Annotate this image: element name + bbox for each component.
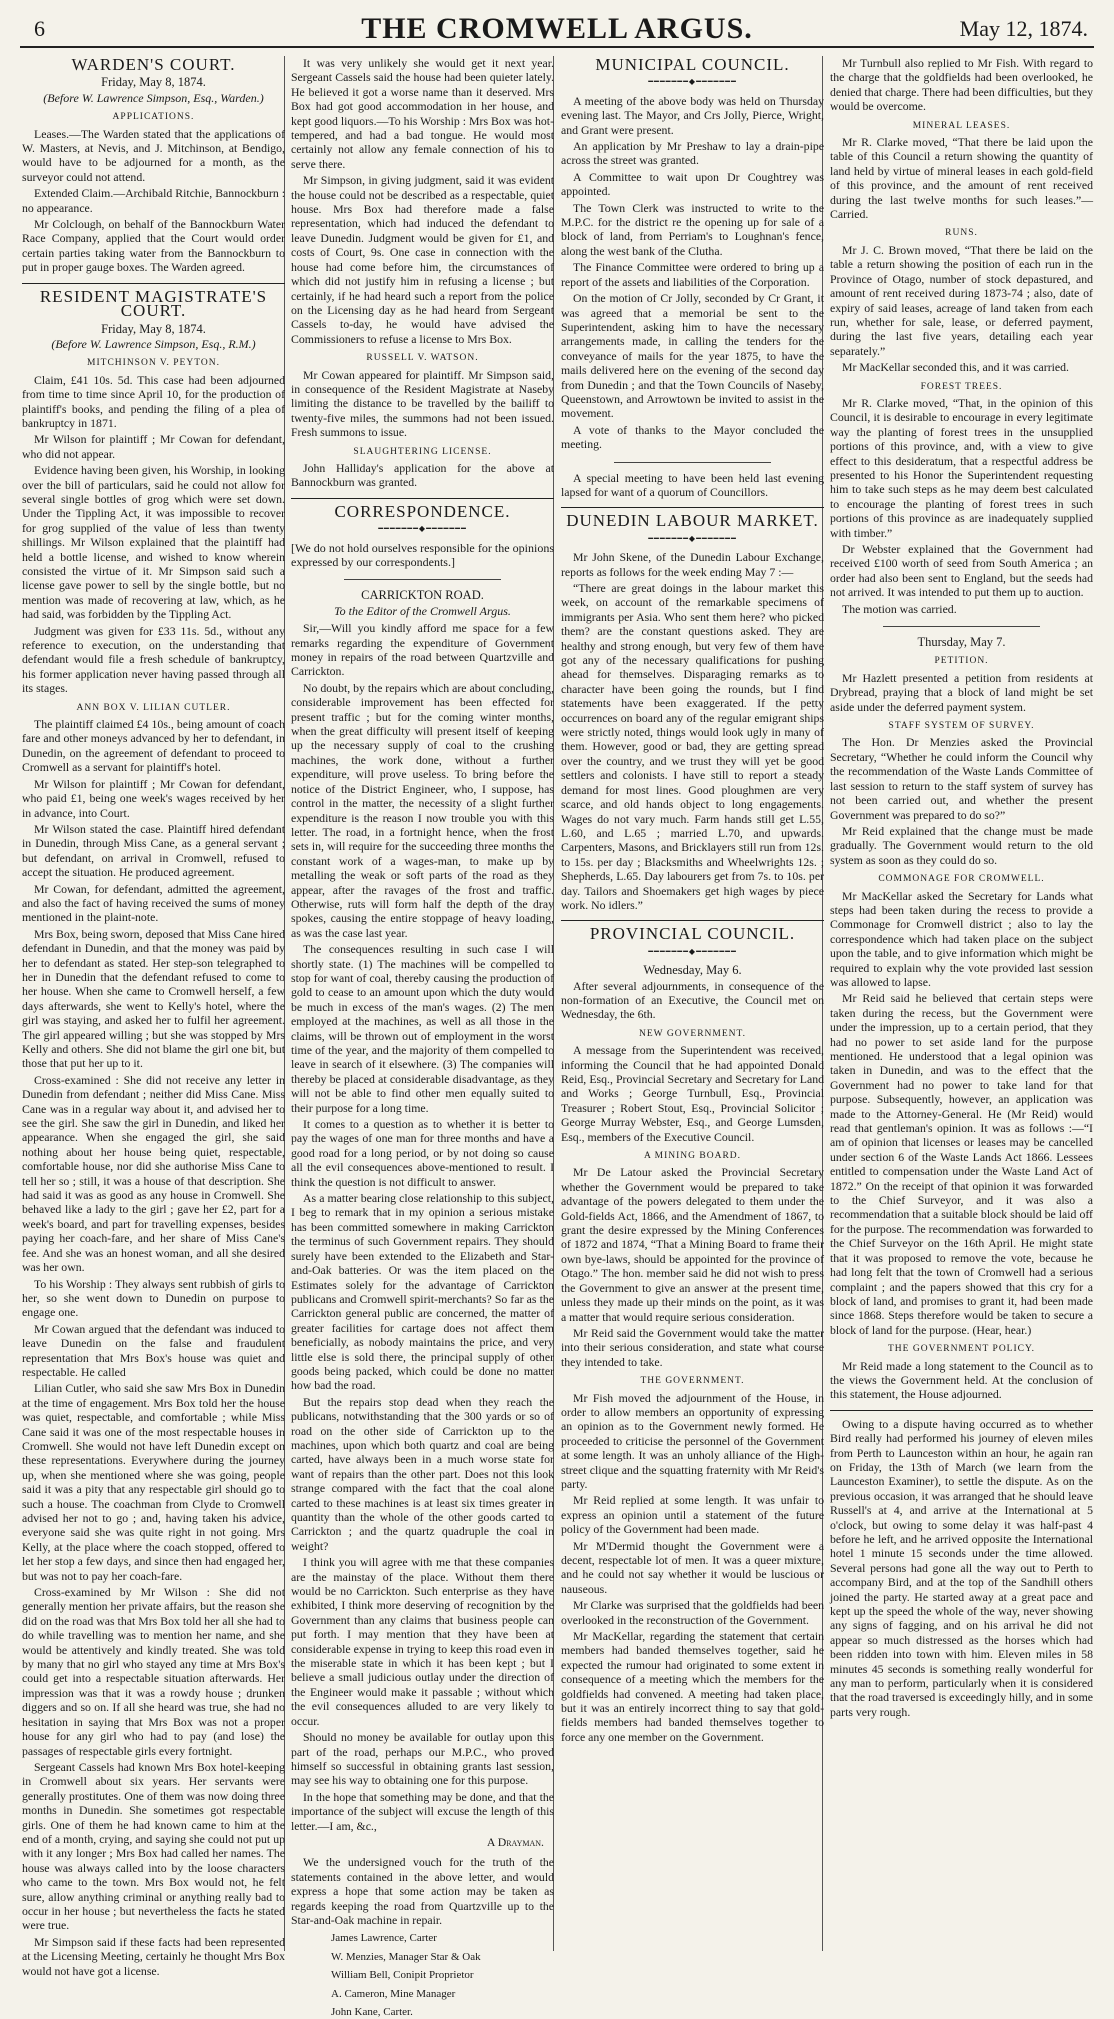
newspaper-title: THE CROMWELL ARGUS. bbox=[361, 12, 753, 45]
paragraph: Mr Colclough, on behalf of the Bannockburn Water Race Company, applied that the Court would order certain parties taking water from the Bannockburn to put in proper gauge boxes. The Warden agreed. bbox=[22, 217, 285, 275]
paragraph: “There are great doings in the labour market this week, on account of the remarkable specimens of immigrants per Asia. Who sent them here? who picked them? are the constant questions asked. They are healthy and strong enough, but very few of them have got any of the necessary qualifications for pushing ahead for themselves. Disparaging remarks as to character have been going the rounds, but I find statements have been exaggerated. If the petty occurrences on board any of the regular emigrant ships were strictly noted, things would look ugly in many of them. However, good or bad, they are getting spread over the country, and we trust they will yet be good settlers and colonists. I have still to report a steady demand for most lines. Good ploughmen are very scarce, and old hands object to long engagements. Wages do not vary much. Farm hands still get L.55, L.60, and L.65 ; married L.70, and upwards. Carpenters, Masons, and Bricklayers still run from 12s. to 15s. per day ; Blacksmiths and Wheelwrights 12s. ; Shepherds, L.65. Day labourers get from 7s. to 10s. per day. Tailors and Shoemakers get high wages by piece work. No idlers.” bbox=[561, 581, 824, 912]
paragraph: Cross-examined by Mr Wilson : She did not generally mention her private affairs, but the reason she did on the road was that Mrs Box told her all she had to do while travelling was to mention her name, and she would be attentively and kindly treated. She was told by many that no girl who stayed any time at Mrs Box's could get into a respectable situation afterwards. Her impression was that it was a rowdy house ; drunken diggers and so on. If all she heard was true, she had no hesitation in saying that Mrs Box was not a proper house for any girl who had to pay (and lose) the passages of respectable girls every fortnight. bbox=[22, 1585, 285, 1758]
paragraph: Mr R. Clarke moved, “That, in the opinion of this Council, it is desirable to encourage in every legitimate way the planting of forest trees in the unsupplied portions of this province, and, with a view to give effect to this desideratum, that a respectful address be presented to his Honor the Superintendent requesting him to take such steps as he may deem best calculated to encourage the planting of forest trees in such portions of this province as are inadequately supplied with timber.” bbox=[830, 395, 1093, 540]
paragraph: Mr Reid said the Government would take the matter into their serious consideration, and state what course they intended to take. bbox=[561, 1325, 824, 1369]
paragraph: Judgment was given for £33 11s. 5d., without any reference to execution, on the understanding that defendant would file a fresh schedule of bankruptcy, his former application never having passed through all its stages. bbox=[22, 623, 285, 696]
paragraph: Mr Wilson for plaintiff ; Mr Cowan for defendant, who paid £1, being one week's wages received by her in advance, into Court. bbox=[22, 776, 285, 820]
subheading: STAFF SYSTEM OF SURVEY. bbox=[888, 721, 1035, 732]
signatory: James Lawrence, Carter bbox=[331, 1932, 437, 1945]
paragraph: On the motion of Cr Jolly, seconded by Cr Grant, it was agreed that a memorial be sent to the Superintendent, asking him to have the necessary arrangements made, in calling the tenders for the conveyance of mails for the year 1875, to have the mails delivered here on the evening of the second day from Dunedin ; and that the Town Councils of Naseby, Queenstown, and Arrowtown be invited to assist in the movement. bbox=[561, 291, 824, 421]
section-heading-resident-magistrates-court: RESIDENT MAGISTRATE'S COURT. bbox=[39, 286, 268, 321]
paragraph: No doubt, by the repairs which are about concluding, considerable improvement has been effected for present traffic ; but for the coming winter months, when the great difficulty will present itself of keeping up the necessary supply of coal to the crushing machines, the work done, without a further expenditure, will prove useless. To bring before the notice of the District Engineer, who, I suppose, has control in the matter, the necessity of a slight further expenditure is the reason I now trouble you with this letter. The road, in a fortnight hence, when the frost sets in, will require for the succeeding three months the constant work of a wages-man, to make up by metalling the weak or soft parts of the road as they appear, after the ravages of the frost and traffic. Otherwise, ruts will form half the depth of the dray spokes, causing the entire stoppage of heavy loading, as was the case last year. bbox=[291, 680, 554, 940]
divider bbox=[344, 579, 502, 580]
signatory: W. Menzies, Manager Star & Oak bbox=[331, 1950, 481, 1963]
paragraph: The Hon. Dr Menzies asked the Provincial Secretary, “Whether he could inform the Council why the recommendation of the Waste Lands Committee of last session to return to the staff system of survey has not been carried out, and whether the present Government was prepared to do so?” bbox=[830, 735, 1093, 822]
subheading: SLAUGHTERING LICENSE. bbox=[353, 446, 492, 457]
page-number: 6 bbox=[34, 16, 45, 41]
paragraph: Owing to a dispute having occurred as to whether Bird really had performed his journey of eleven miles from Perth to Launceston within an hour, he again ran on Friday, the 13th of March (we learn from the Launceston Examiner), to settle the dispute. As on the previous occasion, it was arranged that he should leave Russell's at 4, and arrive at the International at 5 o'clock, but owing to some delay it was half-past 4 before he left, and he arrived opposite the International hotel 1 minute 15 seconds under the time allowed. Several persons had gone all the way out to Perth to accompany Bird, and at the top of the Sandhill others joined the party. He started away at a great pace and kept up the speed the whole of the way, never showing any signs of fagging, and on his arrival he did not appear so much distressed as the horses which had been ridden into town with him. Eleven miles in 58 minutes 45 seconds is something really wonderful for any man to perform, particularly when it is considered that the road traversed is exceedingly hilly, and in some parts very rough. bbox=[830, 1416, 1093, 1719]
section-heading-wardens-court: WARDEN'S COURT. bbox=[71, 55, 236, 74]
paragraph: The motion was carried. bbox=[842, 601, 957, 616]
paragraph: Mr Cowan argued that the defendant was induced to leave Dunedin on the false and fraudulent representation that Mrs Box's house was quiet and respectable. He called bbox=[22, 1321, 285, 1379]
paragraph: A Committee to wait upon Dr Coughtrey was appointed. bbox=[561, 169, 824, 199]
paragraph: Mr Fish moved the adjournment of the House, in order to allow members an opportunity of expressing an opinion as to the Government newly formed. He proceeded to criticise the personnel of the Government at some length. It was an unholy alliance of the High-street clique and the squatting fraternity with Mr Reid's party. bbox=[561, 1390, 824, 1491]
paragraph: Leases.—The Warden stated that the applications of W. Masters, at Nevis, and J. Mitchinson, at Bendigo, would have to be adjourned for a month, as the surveyor could not attend. bbox=[22, 126, 285, 184]
section-heading-correspondence: CORRESPONDENCE. bbox=[334, 501, 511, 521]
paragraph: A special meeting to have been held last evening lapsed for want of a quorum of Councillors. bbox=[561, 470, 824, 499]
letter-signature: A Drayman. bbox=[486, 1834, 544, 1849]
column-3 bbox=[561, 56, 824, 1951]
court-before: (Before W. Lawrence Simpson, Esq., Warden.) bbox=[43, 90, 264, 105]
paragraph: Cross-examined : She did not receive any letter in Dunedin from defendant ; neither did Miss Cane. Miss Cane was in a regular way about it, and advised her to see the girl. She saw the girl in Dunedin, and liked her appearance. When she engaged the girl, she said nothing about her house being quiet, respectable, comfortable house, nor did she authorise Miss Cane to tell her so ; still, it was a house of that description. She had said it was as good as any house in Cromwell. She behaved like a lady to the girl ; gave her £2, part for a week's board, and part for travelling expenses, besides paying her coach-fare, and her share of Miss Cane's fee. And she was an honest woman, and all she desired was her own. bbox=[22, 1072, 285, 1275]
divider bbox=[614, 462, 772, 463]
paragraph: Mr Cowan appeared for plaintiff. Mr Simpson said, in consequence of the Resident Magistrate at Naseby limiting the distance to be travelled by the bailiff to twenty-five miles, the summons had not been issued. Fresh summons to issue. bbox=[291, 367, 554, 440]
divider bbox=[291, 498, 554, 499]
paragraph: Mr Turnbull also replied to Mr Fish. With regard to the charge that the goldfields had been overlooked, he denied that charge. There had been difficulties, but they would be overcome. bbox=[830, 56, 1093, 114]
paragraph: Mr Reid made a long statement to the Council as to the views the Government held. At the conclusion of this statement, the House adjourned. bbox=[830, 1358, 1093, 1402]
paragraph: Claim, £41 10s. 5d. This case had been adjourned from time to time since April 10, for the production of plaintiff's books, and pending the filing of a plea of bankruptcy in 1871. bbox=[22, 372, 285, 430]
paragraph: Mr Wilson for plaintiff ; Mr Cowan for defendant, who did not appear. bbox=[22, 432, 285, 461]
paragraph: In the hope that something may be done, and that the importance of the subject will excuse the length of this letter.—I am, &c., bbox=[291, 1789, 554, 1833]
subheading: PETITION. bbox=[934, 656, 989, 667]
paragraph: Extended Claim.—Archibald Ritchie, Bannockburn : no appearance. bbox=[22, 186, 285, 215]
paragraph: Mr Clarke was surprised that the goldfields had been overlooked in the reconstruction of the Government. bbox=[561, 1598, 824, 1627]
paragraph: As a matter bearing close relationship to this subject, I beg to remark that in my opinion a serious mistake has been committed somewhere in making Carrickton the terminus of such Government repairs. They should surely have been extended to the Elizabeth and Star-and-Oak batteries. Or was the item placed on the Estimates solely for the advantage of Carrickton publicans and Cromwell spirit-merchants? So far as the Carrickton general public are concerned, the matter of greater facilities for cartage does not affect them beneficially, as nobody maintains the price, and very little else is sold there, the principal supply of other goods being packed, which could be done no matter how bad the road. bbox=[291, 1191, 554, 1393]
divider bbox=[830, 1410, 1093, 1411]
paragraph: Mr Hazlett presented a petition from residents at Drybread, praying that a block of land might be set aside under the deferred payment system. bbox=[830, 670, 1093, 714]
divider bbox=[561, 920, 824, 921]
ornament: ━━━━━━━◆━━━━━━━ bbox=[378, 524, 467, 534]
signatory: John Kane, Carter. bbox=[331, 2006, 413, 2018]
paragraph: Sir,—Will you kindly afford me space for a few remarks regarding the expenditure of Government money in repairs of the road between Quartzville and Carrickton. bbox=[291, 621, 554, 679]
paragraph: Mr Reid said he believed that certain steps were taken during the recess, but the Government were under the impression, up to a certain period, that they had no power to set aside land for the purpose mentioned. He understood that a legal opinion was taken in Dunedin, and was to the effect that the Government had no power to take land for that purpose. Subsequently, however, an application was made to the Attorney-General. He (Mr Reid) would read that gentleman's opinion. It was as follows :—“I am of opinion that licenses or leases may be cancelled under section 6 of the Waste Lands Act 1866. Lessees entitled to compensation under the Waste Land Act of 1872.” On the receipt of that opinion it was forwarded to the Chief Surveyor, and it was also a recommendation that a suitable block should be laid off for the purpose. The recommendation was forwarded to the Chief Surveyor on the 16th April. He might state that it was proposed to remove the vote, because he had long felt that the town of Cromwell had a serious complaint ; and the papers showed that this cry for a block of land, and promises to grant it, had been made since 1868. Steps therefore would be taken to secure a block of land for the purpose. (Hear, hear.) bbox=[830, 991, 1093, 1337]
column-4 bbox=[830, 56, 1093, 1951]
paragraph: A vote of thanks to the Mayor concluded the meeting. bbox=[561, 422, 824, 452]
paragraph: Mr M'Dermid thought the Government were a decent, respectable lot of men. It was a queer mixture, and he could not say whether it would be luscious or nauseous. bbox=[561, 1538, 824, 1596]
paragraph: But the repairs stop dead when they reach the publicans, notwithstanding that the 300 yards or so of road on the other side of Carrickton up to the machines, upon which both quartz and coal are being carted, have always been in a much worse state for want of repairs than the other part. Does not this look strange compared with the fact that the coal alone carted to these machines is at least six times greater in quantity than the whole of the other goods carted to Carrickton ; and the quartz quadruple the coal in weight? bbox=[291, 1394, 554, 1553]
subheading: NEW GOVERNMENT. bbox=[639, 1028, 746, 1039]
case-title: MITCHINSON V. PEYTON. bbox=[87, 358, 220, 369]
date-line: Friday, May 8, 1874. bbox=[101, 75, 206, 90]
paragraph: To his Worship : They always sent rubbish of girls to her, so she went down to Dunedin on purpose to engage one. bbox=[22, 1276, 285, 1320]
ornament: ━━━━━━━◆━━━━━━━ bbox=[648, 946, 737, 956]
date-line: Wednesday, May 6. bbox=[643, 963, 742, 978]
paragraph: A message from the Superintendent was received, informing the Council that he had appointed Donald Reid, Esq., Provincial Secretary and Secretary for Land and Works ; George Turnbull, Esq., Provincial Treasurer ; Robert Stout, Esq., Provincial Solicitor ; George Murray Webster, Esq., and George Lumsden, Esq., members of the Executive Council. bbox=[561, 1043, 824, 1144]
date-line: Thursday, May 7. bbox=[917, 635, 1006, 650]
paragraph: Mr De Latour asked the Provincial Secretary whether the Government would be prepared to take advantage of the powers delegated to them under the Gold-fields Act, 1866, and the Amendment of 1867, to grant the desire expressed by the Mining Conferences of 1872 and 1874, “That a Mining Board to frame their own bye-laws, should be appointed for the province of Otago.” The hon. member said he did not wish to press the Government to give an answer at the present time, unless they made up their minds on the point, as it was a matter that would require serious consideration. bbox=[561, 1165, 824, 1324]
paragraph: Mrs Box, being sworn, deposed that Miss Cane hired defendant in Dunedin, and that the money was paid by her to defendant as stated. Her step-son telegraphed to her in Dunedin that the defendant refused to come to her house. When she came to Cromwell herself, a few days afterwards, she went to Kelly's hotel, where the girl was staying, and asked her to fulfil her agreement. The girl appeared willing ; but she was stopped by Mrs Kelly and others. She did not blame the girl one bit, but those that put her up to it. bbox=[22, 926, 285, 1071]
paragraph: An application by Mr Preshaw to lay a drain-pipe across the street was granted. bbox=[561, 139, 824, 168]
subheading: COMMONAGE FOR CROMWELL. bbox=[878, 874, 1045, 885]
paragraph: Mr Reid replied at some length. It was unfair to express an opinion until a statement of the future policy of the Government had been made. bbox=[561, 1493, 824, 1537]
divider bbox=[22, 283, 285, 284]
paragraph: Mr MacKellar seconded this, and it was carried. bbox=[842, 360, 1070, 375]
subheading: MINERAL LEASES. bbox=[912, 120, 1011, 131]
paragraph: After several adjournments, in consequence of the non-formation of an Executive, the Council met on Wednesday, the 6th. bbox=[561, 978, 824, 1022]
divider bbox=[883, 626, 1041, 627]
ornament: ━━━━━━━◆━━━━━━━ bbox=[648, 533, 737, 543]
date-line: Friday, May 8, 1874. bbox=[101, 321, 206, 336]
paragraph: The consequences resulting in such case I will shortly state. (1) The machines will be compelled to stop for want of coal, thereby causing the production of gold to cease to an amount upon which the duty would be much in excess of the man's wages. (2) The men employed at the machines, as well as all those in the claims, will be thrown out of employment in the worst time of the year, and the majority of them compelled to leave in search of it elsewhere. (3) The companies will thereby be placed at considerable disadvantage, as they will not be able to find other men equally suited to their purpose for a long time. bbox=[291, 942, 554, 1115]
paragraph: Mr John Skene, of the Dunedin Labour Exchange, reports as follows for the week ending May 7 :— bbox=[561, 550, 824, 579]
subheading: THE GOVERNMENT POLICY. bbox=[888, 1344, 1035, 1355]
subheading: A MINING BOARD. bbox=[643, 1151, 742, 1162]
letter-title: CARRICKTON ROAD. bbox=[361, 588, 484, 603]
paragraph: Mr Cowan, for defendant, admitted the agreement, and also the fact of having received the sums of money mentioned in the plaint-note. bbox=[22, 881, 285, 925]
ornament: ━━━━━━━◆━━━━━━━ bbox=[648, 77, 737, 87]
paragraph: Mr R. Clarke moved, “That there be laid upon the table of this Council a return showing the quantity of land held by virtue of mineral leases in each gold-field of this province, and the amount of rent received during the last twelve months for such leases.”—Carried. bbox=[830, 135, 1093, 222]
paragraph: Mr Simpson said if these facts had been represented at the Licensing Meeting, certainly he thought Mrs Box would not have got a license. bbox=[22, 1934, 285, 1978]
paragraph: Mr Wilson stated the case. Plaintiff hired defendant in Dunedin, through Miss Cane, as a general servant ; but defendant, on arrival in Cromwell, refused to accept the situation. He produced agreement. bbox=[22, 821, 285, 880]
paragraph: Mr MacKellar asked the Secretary for Lands what steps had been taken during the recess to provide a Commonage for Cromwell district ; also to lay the correspondence which had taken place on the subject upon the table, and to give information which might be required to explain why the vote provided last session was allowed to lapse. bbox=[830, 888, 1093, 989]
letter-to: To the Editor of the Cromwell Argus. bbox=[334, 603, 511, 618]
section-heading-municipal-council: MUNICIPAL COUNCIL. bbox=[595, 55, 790, 74]
paragraph: It comes to a question as to whether it is better to pay the wages of one man for three months and have a good road for a long period, or by not doing so cause all the evil consequences above-mentioned to result. I think the question is not difficult to answer. bbox=[291, 1117, 554, 1189]
subheading: RUNS. bbox=[945, 228, 978, 239]
paragraph: Should no money be available for outlay upon this part of the road, perhaps our M.P.C., who proved himself so successful in obtaining grants last session, may see his way to obtaining one for this purpose. bbox=[291, 1730, 554, 1788]
paragraph: We the undersigned vouch for the truth of the statements contained in the above letter, and would express a hope that some action may be taken as regards keeping the road from Quartzville up to the Star-and-Oak machine in repair. bbox=[291, 1855, 554, 1927]
paragraph: Evidence having been given, his Worship, in looking over the bill of particulars, said he could not allow for several single bottles of grog which were set down. Under the Tippling Act, it was impossible to recover for grog supplied of the value of less than twenty shillings. Mr Wilson explained that the plaintiff had held a bottle license, and wished to know wherein consisted the virtue of it. Mr Simpson said such a license gave power to sell by the single bottle, but no mention was made of recovering at law, which, as he had said, was forbidden by the Tippling Act. bbox=[22, 463, 285, 622]
paragraph: Mr MacKellar, regarding the statement that certain members had banded themselves together, said he expected the rumour had originated to some extent in consequence of a meeting which the members for the goldfields had convened. A meeting had taken place, but it was an entirely incorrect thing to say that gold-fields members had banded themselves together to force any one member on the Government. bbox=[561, 1629, 824, 1744]
signatory: William Bell, Conipit Proprietor bbox=[331, 1969, 474, 1982]
section-heading-labour-market: DUNEDIN LABOUR MARKET. bbox=[566, 511, 819, 531]
paragraph: John Halliday's application for the above at Bannockburn was granted. bbox=[291, 460, 554, 490]
paragraph: The Town Clerk was instructed to write to the M.P.C. for the district re the opening up for sale of a block of land, from Perriam's to Loughnan's fence, along the west bank of the Clutha. bbox=[561, 200, 824, 258]
paragraph: It was very unlikely she would get it next year. Sergeant Cassels said the house had been quieter lately. He believed it got a worse name than it deserved. Mrs Box had got good accommodation in her house, and kept good liquors.—To his Worship : Mrs Box was hot-tempered, and had a bad tongue. He would most certainly not allow any female connection of his to serve there. bbox=[291, 56, 554, 171]
paragraph: Lilian Cutler, who said she saw Mrs Box in Dunedin at the time of engagement. Mrs Box told her the house was quiet, respectable, and comfortable ; while Miss Cane said it was one of the most respectable houses in Cromwell. She would not have left Dunedin except on these representations. Everywhere during the journey up, when she mentioned where she was going, people said it was a pity that any respectable girl should go to such a house. The coachman from Clyde to Cromwell advised her not to go ; and, having taken his advice, everyone said she was quite right in not going. Mrs Kelly, at the place where the coach stopped, offered to let her stop a few days, and since then had engaged her, but was not to pay her coach-fare. bbox=[22, 1381, 285, 1583]
paragraph: I think you will agree with me that these companies are the mainstay of the place. Without them there would be no Carrickton. Such enterprise as they have exhibited, I think more deserving of recognition by the Government than any claims that business people can put forth. I may mention that they have been at considerable expense in trying to keep this road even in the miserable state in which it has been kept ; but I believe a small judicious outlay under the direction of the Engineer would make it passable ; without which the evil consequences alluded to are very likely to occur. bbox=[291, 1555, 554, 1728]
editorial-note: [We do not hold ourselves responsible for the opinions expressed by our correspondents.] bbox=[291, 540, 554, 569]
paragraph: The Finance Committee were ordered to bring up a report of the assets and liabilities of the Corporation. bbox=[561, 260, 824, 289]
issue-date: May 12, 1874. bbox=[959, 16, 1088, 41]
divider bbox=[561, 507, 824, 508]
case-title: RUSSELL V. WATSON. bbox=[366, 353, 479, 364]
subheading: THE GOVERNMENT. bbox=[640, 1376, 745, 1387]
paragraph: Mr J. C. Brown moved, “That there be laid on the table a return showing the position of each run in the Province of Otago, number of stock depastured, and amount of rent received during 1873-74 ; also, date of expiry of said leases, acreage of land taken from each run, whether for sale, lease, or deferred payment, during the last five years, detailing each year separately.” bbox=[830, 242, 1093, 358]
paragraph: A meeting of the above body was held on Thursday evening last. The Mayor, and Crs Jolly, Pierce, Wright, and Grant were present. bbox=[561, 93, 824, 137]
paragraph: The plaintiff claimed £4 10s., being amount of coach fare and other moneys advanced by her to defendant, in Dunedin, on the agreement of defendant to proceed to Cromwell as a servant for plaintiff's hotel. bbox=[22, 717, 285, 775]
paragraph: Mr Simpson, in giving judgment, said it was evident the house could not be described as a respectable, quiet house. Mrs Box had therefore made a false representation, which had induced the defendant to leave Dunedin. Judgment would be given for £1, and costs of Court, 9s. One case in connection with the house had come before him, the circumstances of which did not justify him in refusing a license ; but certainly, if he had heard such a report from the police on the Licensing day as he had heard from Sergeant Cassels to-day, he would have advised the Commissioners to refuse a license to Mrs Box. bbox=[291, 173, 554, 346]
subheading: FOREST TREES. bbox=[920, 381, 1003, 392]
subheading: APPLICATIONS. bbox=[112, 112, 195, 123]
paragraph: Sergeant Cassels had known Mrs Box hotel-keeping in Cromwell about six years. Her servants were generally prostitutes. One of them was now doing three months in Dunedin. She sometimes got respectable girls. One of them he had known came to him at the end of a month, crying, and saying she could not put up with it any longer ; Mrs Box had called her names. The house was always called into by the loose characters who came to the town. Mrs Box would not, he felt sure, allow anything criminal or anything really bad to occur in her house ; but nevertheless the facts he stated were true. bbox=[22, 1759, 285, 1933]
column-2 bbox=[291, 56, 554, 2018]
column-1 bbox=[22, 55, 285, 1978]
section-heading-provincial-council: PROVINCIAL COUNCIL. bbox=[589, 924, 796, 944]
masthead bbox=[20, 8, 1094, 48]
paragraph: Mr Reid explained that the change must be made gradually. The Government would return to the old system as soon as they could do so. bbox=[830, 823, 1093, 867]
signatory: A. Cameron, Mine Manager bbox=[331, 1987, 456, 2000]
court-before: (Before W. Lawrence Simpson, Esq., R.M.) bbox=[51, 336, 256, 351]
paragraph: Dr Webster explained that the Government had received £100 worth of seed from South America ; an order had also been sent to England, but the seeds had not arrived. It was intended to put them up to auction. bbox=[830, 542, 1093, 600]
case-title: ANN BOX V. LILIAN CUTLER. bbox=[76, 702, 231, 713]
